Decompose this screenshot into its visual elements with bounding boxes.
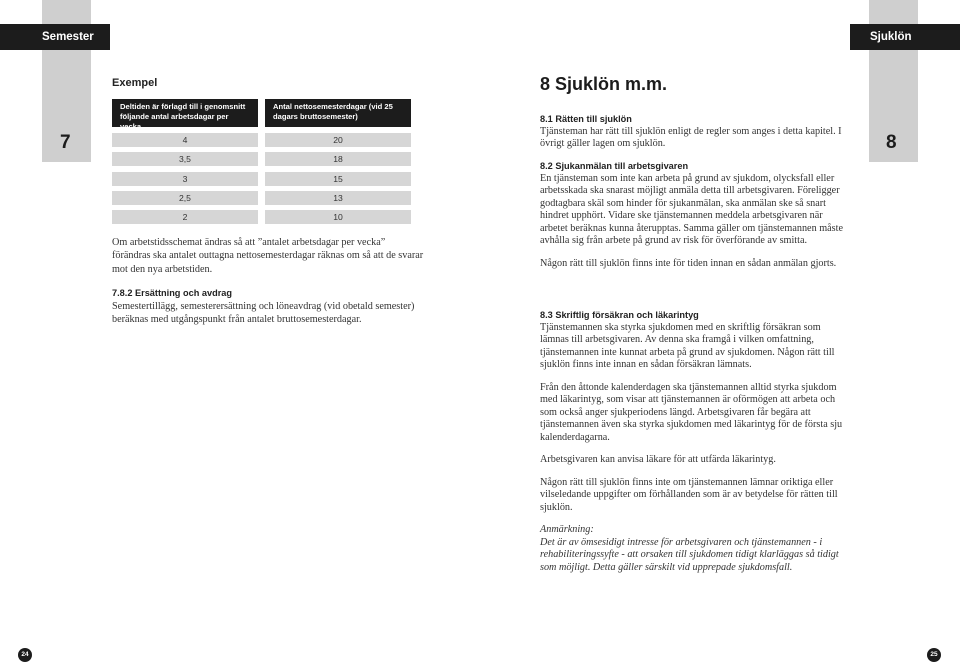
table-cell-workdays: 2 <box>112 210 258 224</box>
section-8-1 <box>540 113 852 151</box>
table-cell-net-days: 13 <box>265 191 411 205</box>
section-7-8-2 <box>112 287 428 326</box>
left-chapter-number: 7 <box>60 132 71 153</box>
table-cell-net-days: 20 <box>265 133 411 147</box>
left-section-tab[interactable]: Semester <box>0 24 110 50</box>
right-chapter-number: 8 <box>886 132 897 153</box>
section-text: Tjänsteman har rätt till sjuklön enligt de regler som anges i detta kapitel. I övrigt gäller lagen om sjuklön. <box>540 125 842 149</box>
section-8-2 <box>540 160 852 270</box>
right-section-tab[interactable]: Sjuklön <box>850 24 960 50</box>
table-cell-workdays: 3,5 <box>112 152 258 166</box>
table-header-workdays: Deltiden är förlagd till i genomsnitt följande antal arbetsdagar per vecka <box>112 99 258 127</box>
section-text: Tjänstemannen ska styrka sjukdomen med en skriftlig försäkran som lämnas till arbetsgivaren. Av denna ska framgå i vilken omfattning, tjänstemannen inte kunnat arbeta på grund av sjukdomen. Någon rätt till sjuklön finns inte innan en sådan försäkran lämnats. <box>540 321 835 370</box>
table-header-net-days: Antal nettosemesterdagar (vid 25 dagars bruttosemester) <box>265 99 411 127</box>
section-text: En tjänsteman som inte kan arbeta på grund av sjukdom, olycksfall eller arbetsskada ska snarast möjligt anmäla detta till arbetsgivaren. Föreligger godtagbara skäl som hinder för sjukanmälan, ska anmälan ske så snart hindret upphört. Vidare ske tjänstemannen meddela arbetsgivaren när arbetet beräknas kunna återupptas. Samma gäller om tjänstemannen måste avhålla sig från arbete på grund av risk för överförande av smitta. <box>540 172 843 246</box>
table-cell-workdays: 4 <box>112 133 258 147</box>
table-cell-workdays: 2,5 <box>112 191 258 205</box>
table-cell-net-days: 10 <box>265 210 411 224</box>
table-cell-net-days: 18 <box>265 152 411 166</box>
section-text: Arbetsgivaren kan anvisa läkare för att utfärda läkarintyg. <box>540 454 776 465</box>
table-cell-workdays: 3 <box>112 172 258 186</box>
section-text: Någon rätt till sjuklön finns inte om tjänstemannen lämnar oriktiga eller vilseledande uppgifter om förhållanden som är av betydelse för rätten till sjuklön. <box>540 476 838 513</box>
left-page-number: 24 <box>18 648 32 662</box>
note-text: Det är av ömsesidigt intresse för arbetsgivaren och tjänstemannen - i rehabiliteringssyfte - att orsaken till sjukdomen tidigt klarläggas så tidigt som möjligt. Detta gäller särskilt vid upprepade sjukdomsfall. <box>540 536 839 573</box>
section-8-3 <box>540 309 852 574</box>
table-cell-net-days: 15 <box>265 172 411 186</box>
recalculation-paragraph: Om arbetstidsschemat ändras så att ”antalet arbetsdagar per vecka” förändras ska antalet outtagna nettosemesterdagar räknas om så att de svarar mot den nya arbetstiden. <box>112 237 424 275</box>
section-text: Semestertillägg, semesterersättning och löneavdrag (vid obetald semester) beräknas med utgångspunkt från antalet bruttosemesterdagar. <box>112 301 415 325</box>
example-title: Exempel <box>112 77 158 89</box>
note-label: Anmärkning: <box>540 524 594 535</box>
section-heading: 8.3 Skriftlig försäkran och läkarintyg <box>540 310 699 320</box>
section-text: Någon rätt till sjuklön finns inte för tiden innan en sådan anmälan gjorts. <box>540 257 837 269</box>
page-title: 8 Sjuklön m.m. <box>540 74 668 94</box>
section-heading: 8.2 Sjukanmälan till arbetsgivaren <box>540 161 689 171</box>
section-heading: 8.1 Rätten till sjuklön <box>540 114 632 124</box>
section-heading: 7.8.2 Ersättning och avdrag <box>112 288 232 298</box>
right-page-number: 25 <box>927 648 941 662</box>
section-text: Från den åttonde kalenderdagen ska tjänstemannen alltid styrka sjukdom med läkarintyg, som visar att tjänstemannen är oförmögen att arbeta och som också anger sjukperiodens längd. Arbetsgivaren får begära att tjänstemannen även ska styrka sjukdomen med läkarintyg för de första sju kalenderdagarna. <box>540 381 843 443</box>
